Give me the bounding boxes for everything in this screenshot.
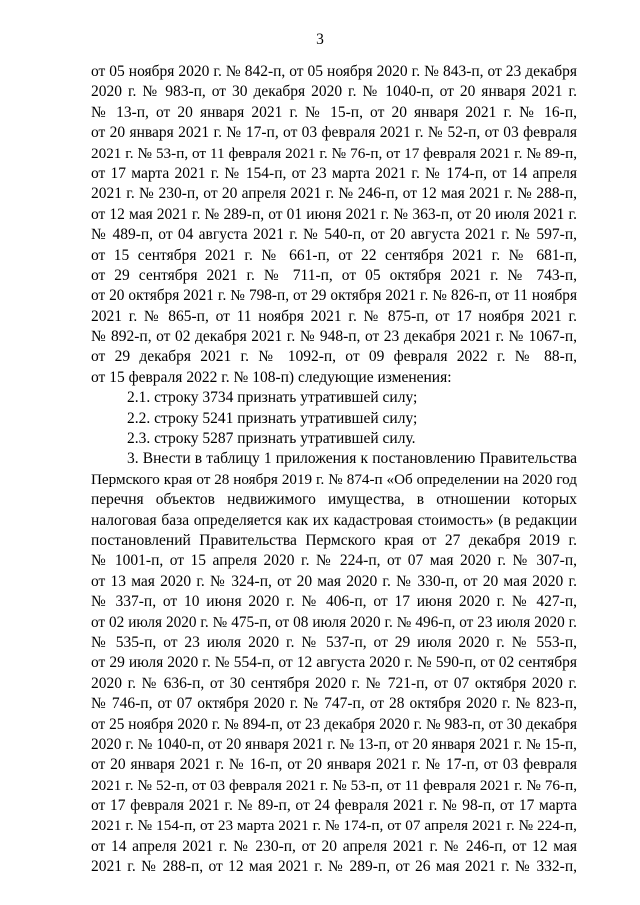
text-line: 2021 г. № 53-п, от 11 февраля 2021 г. № 76-п, от 17 февраля 2021 г. № 89-п,: [91, 144, 577, 162]
text-line: от 05 ноября 2020 г. № 842-п, от 05 ноября 2020 г. № 843-п, от 23 декабря: [91, 63, 577, 80]
text-line: от 02 июля 2020 г. № 475-п, от 08 июля 2020 г. № 496-п, от 23 июля 2020 г.: [91, 613, 577, 631]
text-line: 2.1. строку 3734 признать утратившей силу;: [127, 389, 418, 407]
text-line: 2.2. строку 5241 признать утратившей силу;: [127, 409, 418, 427]
text-line: от 13 мая 2020 г. № 324-п, от 20 мая 2020 г. № 330-п, от 20 мая 2020 г.: [91, 572, 577, 590]
text-line: 2020 г. № 983-п, от 30 декабря 2020 г. № 1040-п, от 20 января 2021 г.: [91, 83, 577, 101]
text-line: от 17 февраля 2021 г. № 89-п, от 24 февраля 2021 г. № 98-п, от 17 марта: [91, 797, 577, 815]
text-line: № 892-п, от 02 декабря 2021 г. № 948-п, от 23 декабря 2021 г. № 1067-п,: [91, 328, 577, 346]
text-line: 2020 г. № 636-п, от 30 сентября 2020 г. № 721-п, от 07 октября 2020 г.: [91, 674, 577, 692]
text-line: № 1001-п, от 15 апреля 2020 г. № 224-п, от 07 мая 2020 г. № 307-п,: [91, 552, 577, 570]
text-line: № 13-п, от 20 января 2021 г. № 15-п, от 20 января 2021 г. № 16-п,: [91, 103, 577, 121]
document-body: [91, 62, 577, 878]
text-line: от 25 ноября 2020 г. № 894-п, от 23 декабря 2020 г. № 983-п, от 30 декабря: [91, 715, 577, 733]
text-line: 2021 г. № 288-п, от 12 мая 2021 г. № 289-п, от 26 мая 2021 г. № 332-п,: [91, 858, 577, 876]
text-line: № 535-п, от 23 июля 2020 г. № 537-п, от 29 июля 2020 г. № 553-п,: [91, 633, 577, 651]
text-line: № 746-п, от 07 октября 2020 г. № 747-п, от 28 октября 2020 г. № 823-п,: [91, 695, 577, 713]
text-line: № 337-п, от 10 июня 2020 г. № 406-п, от 17 июня 2020 г. № 427-п,: [91, 593, 577, 611]
text-line: Пермского края от 28 ноября 2019 г. № 874-п «Об определении на 2020 год: [91, 470, 577, 488]
text-line: от 20 января 2021 г. № 16-п, от 20 января 2021 г. № 17-п, от 03 февраля: [91, 756, 577, 774]
text-line: 2021 г. № 52-п, от 03 февраля 2021 г. № 53-п, от 11 февраля 2021 г. № 76-п,: [91, 776, 577, 794]
text-line: от 20 января 2021 г. № 17-п, от 03 февраля 2021 г. № 52-п, от 03 февраля: [91, 124, 577, 142]
text-line: от 29 декабря 2021 г. № 1092-п, от 09 февраля 2022 г. № 88-п,: [91, 348, 577, 366]
text-line: 2021 г. № 154-п, от 23 марта 2021 г. № 174-п, от 07 апреля 2021 г. № 224-п,: [91, 817, 577, 835]
text-line: от 20 октября 2021 г. № 798-п, от 29 октября 2021 г. № 826-п, от 11 ноября: [91, 287, 577, 305]
text-line: от 29 июля 2020 г. № 554-п, от 12 августа 2020 г. № 590-п, от 02 сентября: [91, 654, 577, 672]
text-line: 2020 г. № 1040-п, от 20 января 2021 г. № 13-п, от 20 января 2021 г. № 15-п,: [91, 735, 577, 753]
text-line: постановлений Правительства Пермского края от 27 декабря 2019 г.: [91, 531, 577, 549]
text-line: от 15 февраля 2022 г. № 108-п) следующие изменения:: [91, 368, 452, 386]
text-line: от 29 сентября 2021 г. № 711-п, от 05 октября 2021 г. № 743-п,: [91, 266, 577, 284]
text-line: от 14 апреля 2021 г. № 230-п, от 20 апреля 2021 г. № 246-п, от 12 мая: [91, 837, 577, 855]
text-line: перечня объектов недвижимого имущества, в отношении которых: [91, 491, 577, 509]
text-line: 2.3. строку 5287 признать утратившей силу.: [127, 430, 416, 448]
text-line: 3. Внести в таблицу 1 приложения к постановлению Правительства: [127, 450, 577, 468]
text-line: от 17 марта 2021 г. № 154-п, от 23 марта 2021 г. № 174-п, от 14 апреля: [91, 164, 577, 182]
text-line: № 489-п, от 04 августа 2021 г. № 540-п, от 20 августа 2021 г. № 597-п,: [91, 226, 577, 244]
text-line: от 12 мая 2021 г. № 289-п, от 01 июня 2021 г. № 363-п, от 20 июля 2021 г.: [91, 205, 577, 223]
page-number: 3: [316, 31, 324, 48]
text-line: налоговая база определяется как их кадастровая стоимость» (в редакции: [91, 511, 577, 529]
text-line: от 15 сентября 2021 г. № 661-п, от 22 сентября 2021 г. № 681-п,: [91, 246, 577, 264]
text-line: 2021 г. № 230-п, от 20 апреля 2021 г. № 246-п, от 12 мая 2021 г. № 288-п,: [91, 185, 577, 203]
text-line: 2021 г. № 865-п, от 11 ноября 2021 г. № 875-п, от 17 ноября 2021 г.: [91, 307, 577, 325]
